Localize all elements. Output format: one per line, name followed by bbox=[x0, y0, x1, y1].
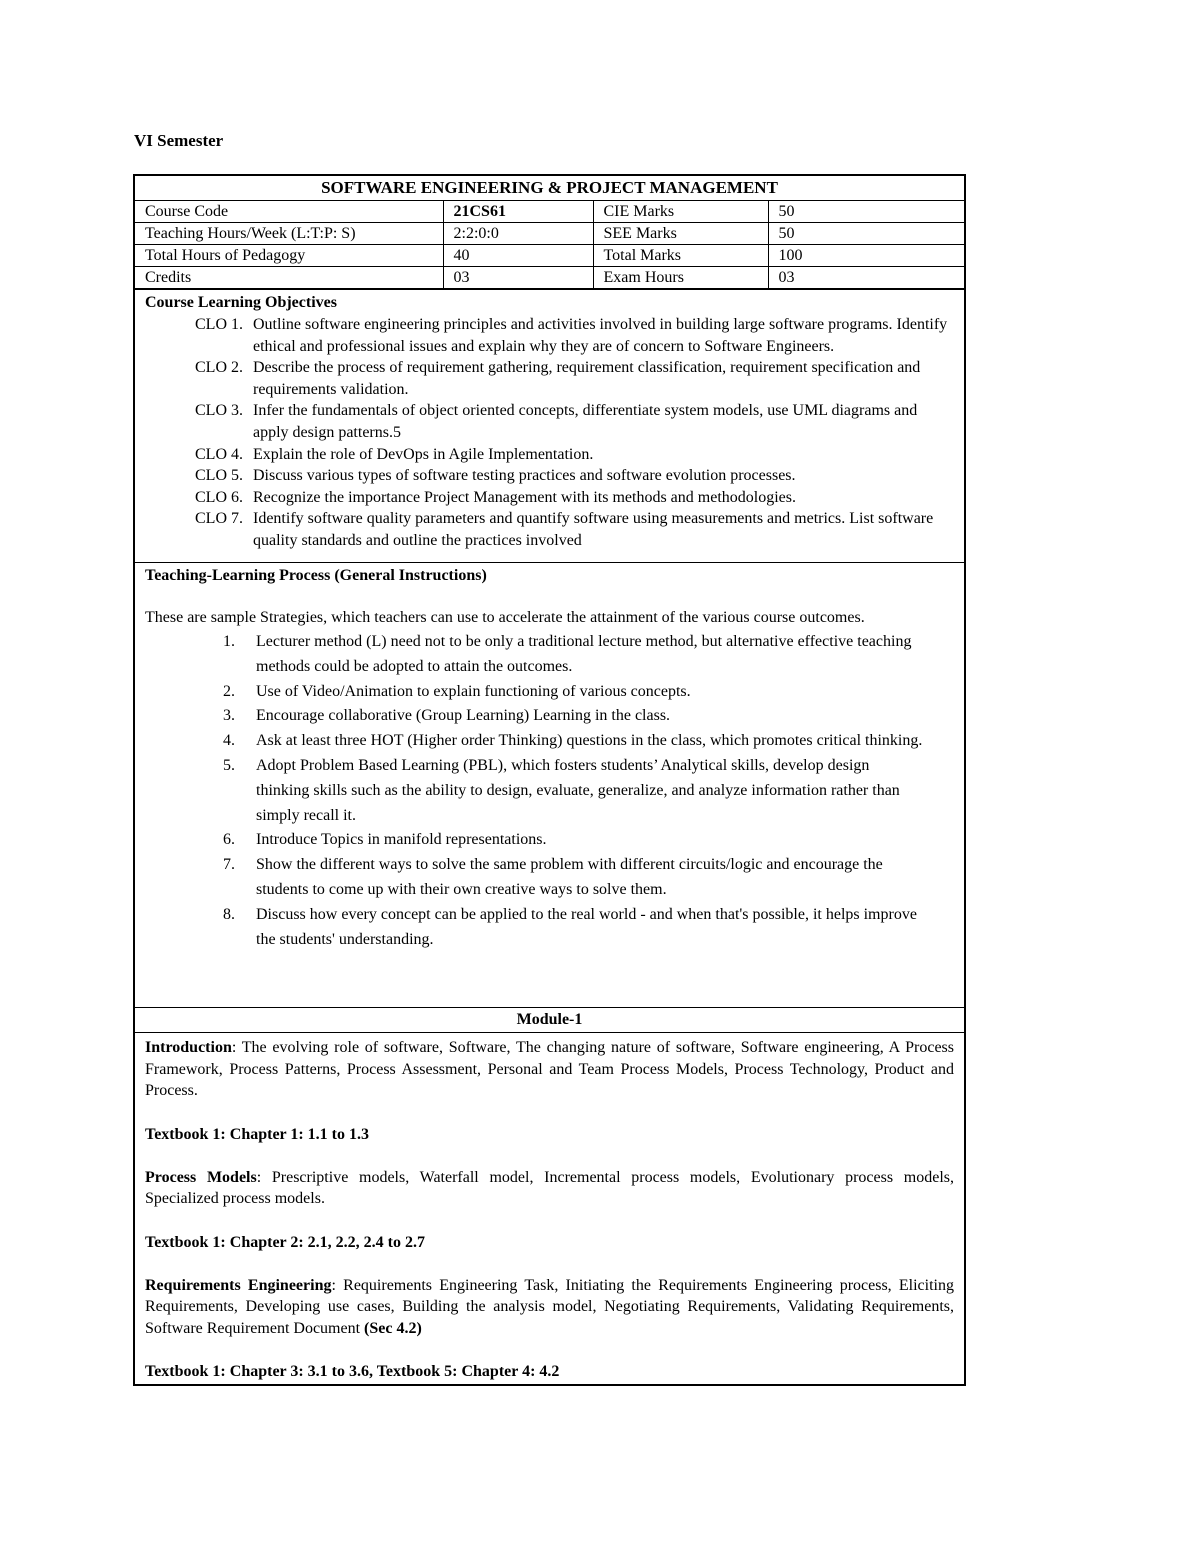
item-number: 2. bbox=[223, 682, 235, 700]
clo-code: CLO 5. bbox=[195, 467, 243, 485]
clo-code: CLO 2. bbox=[195, 359, 243, 377]
module-heading: Module-1 bbox=[135, 1007, 964, 1032]
clo-text: Discuss various types of software testing practices and software evolution processes. bbox=[253, 467, 796, 485]
list-item bbox=[145, 314, 954, 357]
list-item bbox=[145, 400, 954, 443]
teaching-intro: These are sample Strategies, which teachers can use to accelerate the attainment of the various course outcomes. bbox=[145, 609, 865, 626]
item-number: 4. bbox=[223, 732, 235, 750]
requirements-title: Requirements Engineering bbox=[145, 1276, 332, 1294]
cie-marks-label: CIE Marks bbox=[593, 201, 768, 223]
list-item bbox=[145, 508, 954, 551]
teaching-hours-value: 2:2:0:0 bbox=[443, 223, 593, 245]
list-item bbox=[145, 828, 954, 853]
total-marks-label: Total Marks bbox=[593, 245, 768, 267]
teaching-learning-section bbox=[135, 562, 964, 1007]
introduction-title: Introduction bbox=[145, 1039, 232, 1056]
cie-marks-value: 50 bbox=[768, 201, 964, 223]
clo-list bbox=[145, 314, 954, 552]
clo-code: CLO 3. bbox=[195, 402, 243, 420]
item-text: Introduce Topics in manifold representations. bbox=[256, 831, 547, 849]
list-item bbox=[145, 729, 954, 754]
requirements-paragraph bbox=[145, 1275, 954, 1340]
item-number: 7. bbox=[223, 856, 235, 874]
item-number: 8. bbox=[223, 905, 235, 923]
list-item bbox=[145, 444, 954, 466]
clo-text: Infer the fundamentals of object oriented concepts, differentiate system models, use UML diagrams and apply design patterns.5 bbox=[253, 402, 918, 441]
strategy-list bbox=[145, 630, 954, 952]
process-models-paragraph bbox=[145, 1167, 954, 1210]
introduction-paragraph bbox=[145, 1037, 954, 1102]
list-item bbox=[145, 903, 954, 953]
exam-hours-value: 03 bbox=[768, 267, 964, 289]
total-marks-value: 100 bbox=[768, 245, 964, 267]
course-objectives-section bbox=[135, 289, 964, 562]
see-marks-label: SEE Marks bbox=[593, 223, 768, 245]
list-item bbox=[145, 487, 954, 509]
module-content bbox=[135, 1032, 964, 1384]
item-text: Discuss how every concept can be applied to the real world - and when that's possible, it helps improve the students' understanding. bbox=[256, 905, 917, 948]
teaching-heading: Teaching-Learning Process (General Instructions) bbox=[145, 567, 487, 584]
item-text: Use of Video/Animation to explain functioning of various concepts. bbox=[256, 682, 691, 700]
item-text: Ask at least three HOT (Higher order Thinking) questions in the class, which promotes critical thinking. bbox=[256, 732, 923, 750]
process-models-title: Process Models bbox=[145, 1168, 257, 1186]
item-number: 6. bbox=[223, 831, 235, 849]
list-item bbox=[145, 853, 954, 903]
list-item bbox=[145, 704, 954, 729]
textbook-reference: Textbook 1: Chapter 1: 1.1 to 1.3 bbox=[145, 1125, 370, 1143]
credits-label: Credits bbox=[135, 267, 443, 289]
table-row bbox=[135, 267, 964, 289]
list-item bbox=[145, 754, 954, 828]
table-row bbox=[135, 223, 964, 245]
clo-text: Explain the role of DevOps in Agile Implementation. bbox=[253, 445, 594, 463]
clo-text: Recognize the importance Project Management with its methods and methodologies. bbox=[253, 488, 796, 506]
textbook-reference: Textbook 1: Chapter 3: 3.1 to 3.6, Textbook 5: Chapter 4: 4.2 bbox=[145, 1363, 560, 1380]
process-models-text: : Prescriptive models, Waterfall model, Incremental process models, Evolutionary process models, Specialized process models. bbox=[145, 1168, 954, 1207]
item-number: 5. bbox=[223, 756, 235, 774]
item-number: 3. bbox=[223, 707, 235, 725]
course-title: SOFTWARE ENGINEERING & PROJECT MANAGEMENT bbox=[135, 176, 964, 201]
list-item bbox=[145, 680, 954, 705]
introduction-text: : The evolving role of software, Software, The changing nature of software, Software engineering, A Process Framework, Process Patterns, Process Assessment, Personal and Team Process Models, Process Technology, Product and Process. bbox=[145, 1039, 954, 1099]
semester-heading: VI Semester bbox=[134, 131, 224, 150]
course-code-label: Course Code bbox=[135, 201, 443, 223]
course-info-table bbox=[135, 201, 964, 289]
credits-value: 03 bbox=[443, 267, 593, 289]
clo-code: CLO 7. bbox=[195, 510, 243, 528]
clo-text: Describe the process of requirement gathering, requirement classification, requirement specification and requirements validation. bbox=[253, 359, 921, 398]
objectives-heading: Course Learning Objectives bbox=[145, 294, 337, 311]
item-number: 1. bbox=[223, 633, 235, 650]
see-marks-value: 50 bbox=[768, 223, 964, 245]
course-code-value: 21CS61 bbox=[443, 201, 593, 223]
item-text: Show the different ways to solve the same problem with different circuits/logic and encourage the students to come up with their own creative ways to solve them. bbox=[256, 856, 883, 898]
item-text: Adopt Problem Based Learning (PBL), which fosters students’ Analytical skills, develop design thinking skills such as the ability to design, evaluate, generalize, and analyze information rather than simply recall it. bbox=[256, 756, 900, 824]
clo-text: Outline software engineering principles and activities involved in building large software programs. Identify ethical and professional issues and explain why they are of concern to Software Engineers. bbox=[253, 316, 948, 355]
list-item bbox=[145, 465, 954, 487]
requirements-text: : Requirements Engineering Task, Initiating the Requirements Engineering process, Eliciting Requirements, Developing use cases, Building the analysis model, Negotiating Requirements, Validating Requirements, Software Requirement Document bbox=[145, 1276, 954, 1337]
list-item bbox=[145, 630, 954, 680]
clo-code: CLO 4. bbox=[195, 445, 243, 463]
textbook-reference: Textbook 1: Chapter 2: 2.1, 2.2, 2.4 to 2.7 bbox=[145, 1233, 426, 1251]
teaching-hours-label: Teaching Hours/Week (L:T:P: S) bbox=[135, 223, 443, 245]
exam-hours-label: Exam Hours bbox=[593, 267, 768, 289]
pedagogy-hours-value: 40 bbox=[443, 245, 593, 267]
clo-text: Identify software quality parameters and quantify software using measurements and metrics. List software quality standards and outline the practices involved bbox=[253, 510, 934, 549]
list-item bbox=[145, 357, 954, 400]
item-text: Lecturer method (L) need not to be only a traditional lecture method, but alternative effective teaching methods could be adopted to attain the outcomes. bbox=[256, 633, 912, 675]
clo-code: CLO 6. bbox=[195, 488, 243, 506]
clo-code: CLO 1. bbox=[195, 316, 243, 333]
syllabus-document bbox=[133, 174, 966, 1386]
pedagogy-hours-label: Total Hours of Pedagogy bbox=[135, 245, 443, 267]
table-row bbox=[135, 201, 964, 223]
requirements-section-ref: (Sec 4.2) bbox=[364, 1319, 422, 1337]
table-row bbox=[135, 245, 964, 267]
item-text: Encourage collaborative (Group Learning) Learning in the class. bbox=[256, 707, 671, 725]
